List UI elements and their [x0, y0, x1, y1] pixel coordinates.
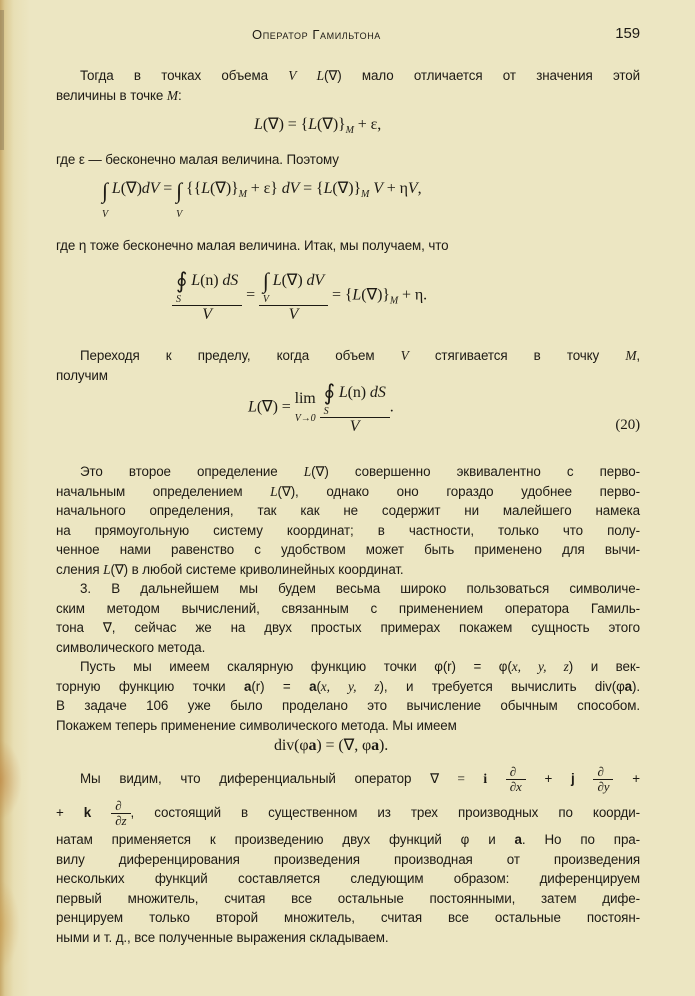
paper-stain [0, 740, 22, 820]
running-head [56, 27, 640, 47]
equation-5: div(φa) = (∇, φa). [274, 737, 389, 754]
equation-1: $L(\nabla) = \{L(\nabla)\}_M + \varepsilon$, [254, 116, 382, 136]
page-number: 159 [615, 25, 640, 42]
paragraph-7: Пусть мы имеем скалярную функцию точки φ(r) = φ(x, y, z) и век- торную функцию точки a(r) = a(x, y, z), и требуется вычислить div(φa). В задаче 106 уже было проделано это вычисление обычным способом. Покажем теперь применение символического метода. Мы имеем [56, 659, 640, 733]
paper-stain [0, 880, 20, 970]
equation-3: ∮ L(n) dS S V = ∫ L(∇) dV V V = $\{L(\nabla)\}_M + \eta$. [172, 268, 427, 324]
paragraph-1: Тогда в точках объема V L(∇) мало отличается от значения этой величины в точке M: [56, 68, 640, 103]
paragraph-4: Переходя к пределу, когда объем V стягивается в точку M, получим [56, 348, 640, 383]
equation-4: L(∇) = lim V→0 ∮ L(n) dS S V . [248, 380, 394, 435]
paragraph-5: Это второе определение L(∇) совершенно эквивалентно с перво- начальным определением L(∇), однако оно гораздо удобнее перво- начального определения, так как не содержит ни малейшего намека на прямоугольную систему координат; в частности, только что полу- ченное нами равенство с удобством может быть применено для вычи- сления L(∇) в любой системе криволинейных координат. [56, 464, 641, 577]
equation-2: ∫ V L(∇)dV = ∫ V $\{\{L(\nabla)\}_M + \varepsilon\}$ dV = $\{L(\nabla)\}_M$ V + ηV, [102, 178, 422, 220]
paragraph-6: 3. В дальнейшем мы будем весьма широко пользоваться символиче- ским методом вычислений, связанным с применением оператора Гамиль- тона ∇, сейчас же на двух простых примерах покажем сущность этого символического метода. [56, 581, 640, 655]
paragraph-2: где ε — бесконечно малая величина. Поэтому [56, 152, 339, 167]
equation-number: (20) [615, 417, 640, 433]
paragraph-3: где η тоже бесконечно малая величина. Итак, мы получаем, что [56, 238, 449, 253]
chapter-title: Оператор Гамильтона [252, 27, 381, 42]
page-edge-shadow [0, 10, 4, 150]
paragraph-8: Мы видим, что диференциальный оператор ∇ = i $\frac{\partial}{\partial x}$ + j $\frac{\partial}{\partial y}$ + + k $\frac{\partial}{\partial z}$ , состоящий в существенном из трех производных по коорди- натам применяется к произведению двух функций φ и a. Но по пра- вилу диференцирования произведения производная от произведения нескольких функций составляется следующим образом: диференцируем первый множитель, считая все остальные постоянными, затем дифе- ренцируем только второй множитель, считая все остальные постоян- ными и т. д., все полученные выражения складываем. [56, 763, 640, 945]
